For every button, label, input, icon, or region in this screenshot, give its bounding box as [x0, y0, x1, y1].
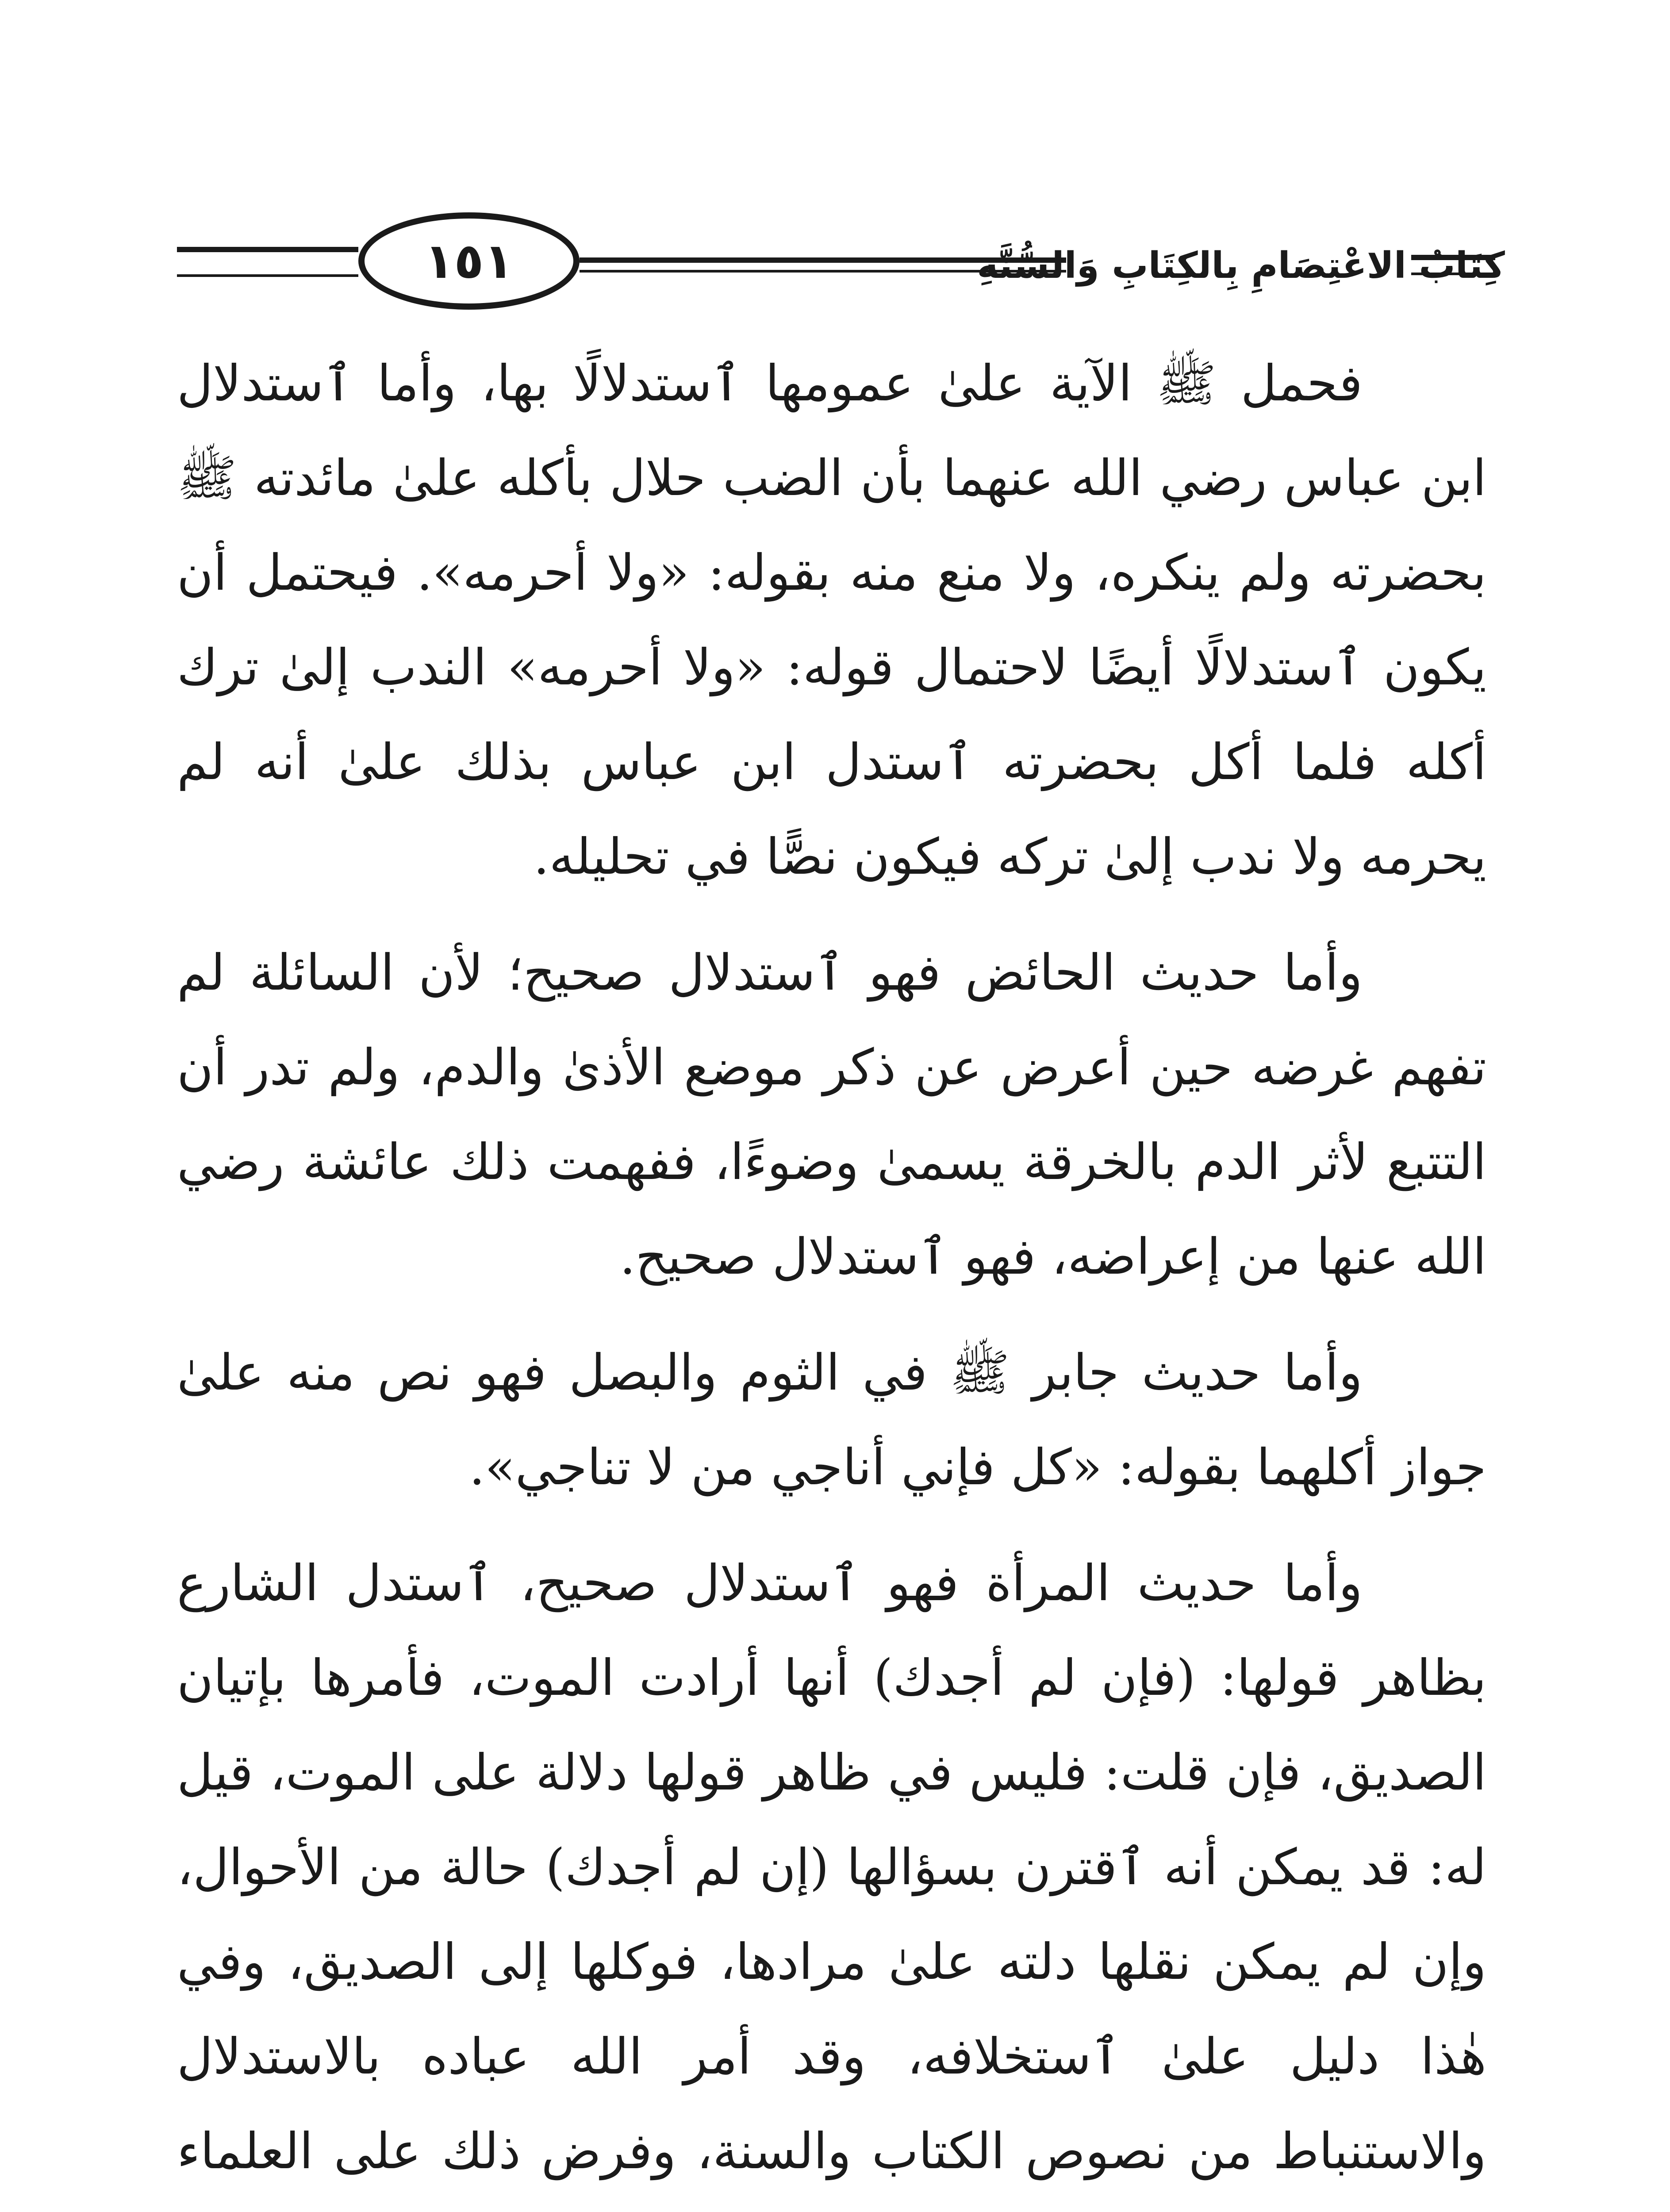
header-rule [177, 247, 358, 252]
paragraph: وأما حديث الحائض فهو ٱستدلال صحيح؛ لأن السائلة لم تفهم غرضه حين أعرض عن ذكر موضع الأذىٰ والدم، ولم تدر أن التتبع لأثر الدم بالخرقة يسمىٰ وضوءًا، ففهمت ذلك عائشة رضي الله عنها من إعراضه، فهو ٱستدلال صحيح. [177, 944, 1486, 1286]
page-header [168, 208, 1505, 323]
paragraph: فحمل ﷺ الآية علىٰ عمومها ٱستدلالًا بها، وأما ٱستدلال ابن عباس رضي الله عنهما بأن الضب حلال بأكله علىٰ مائدته ﷺ بحضرته ولم ينكره، ولا منع منه بقوله: «ولا أحرمه». فيحتمل أن يكون ٱستدلالًا أيضًا لاحتمال قوله: «ولا أحرمه» الندب إلىٰ ترك أكله فلما أكل بحضرته ٱستدل ابن عباس بذلك علىٰ أنه لم يحرمه ولا ندب إلىٰ تركه فيكون نصًّا في تحليله. [177, 355, 1486, 886]
page-number: ١٥١ [358, 212, 580, 310]
paragraph: وأما حديث المرأة فهو ٱستدلال صحيح، ٱستدل الشارع بظاهر قولها: (فإن لم أجدك) أنها أرادت الموت، فأمرها بإتيان الصديق، فإن قلت: فليس في ظاهر قولها دلالة على الموت، قيل له: قد يمكن أنه ٱقترن بسؤالها (إن لم أجدك) حالة من الأحوال، وإن لم يمكن نقلها دلته علىٰ مرادها، فوكلها إلى الصديق، وفي هٰذا دليل علىٰ ٱستخلافه، وقد أمر الله عباده بالاستدلال والاستنباط من نصوص الكتاب والسنة، وفرض ذلك على العلماء [177, 1555, 1487, 2180]
page-body [177, 336, 1486, 2212]
header-rule [177, 274, 358, 277]
running-title: كِتَابُ الاعْتِصَامِ بِالكِتَابِ وَالسُّنَّةِ [977, 244, 1505, 287]
paragraph: وأما حديث جابر ﷺ في الثوم والبصل فهو نص منه علىٰ جواز أكلهما بقوله: «كل فإني أناجي من لا تناجي». [177, 1344, 1486, 1496]
header-rule [1411, 273, 1495, 275]
header-rule [1411, 255, 1495, 260]
